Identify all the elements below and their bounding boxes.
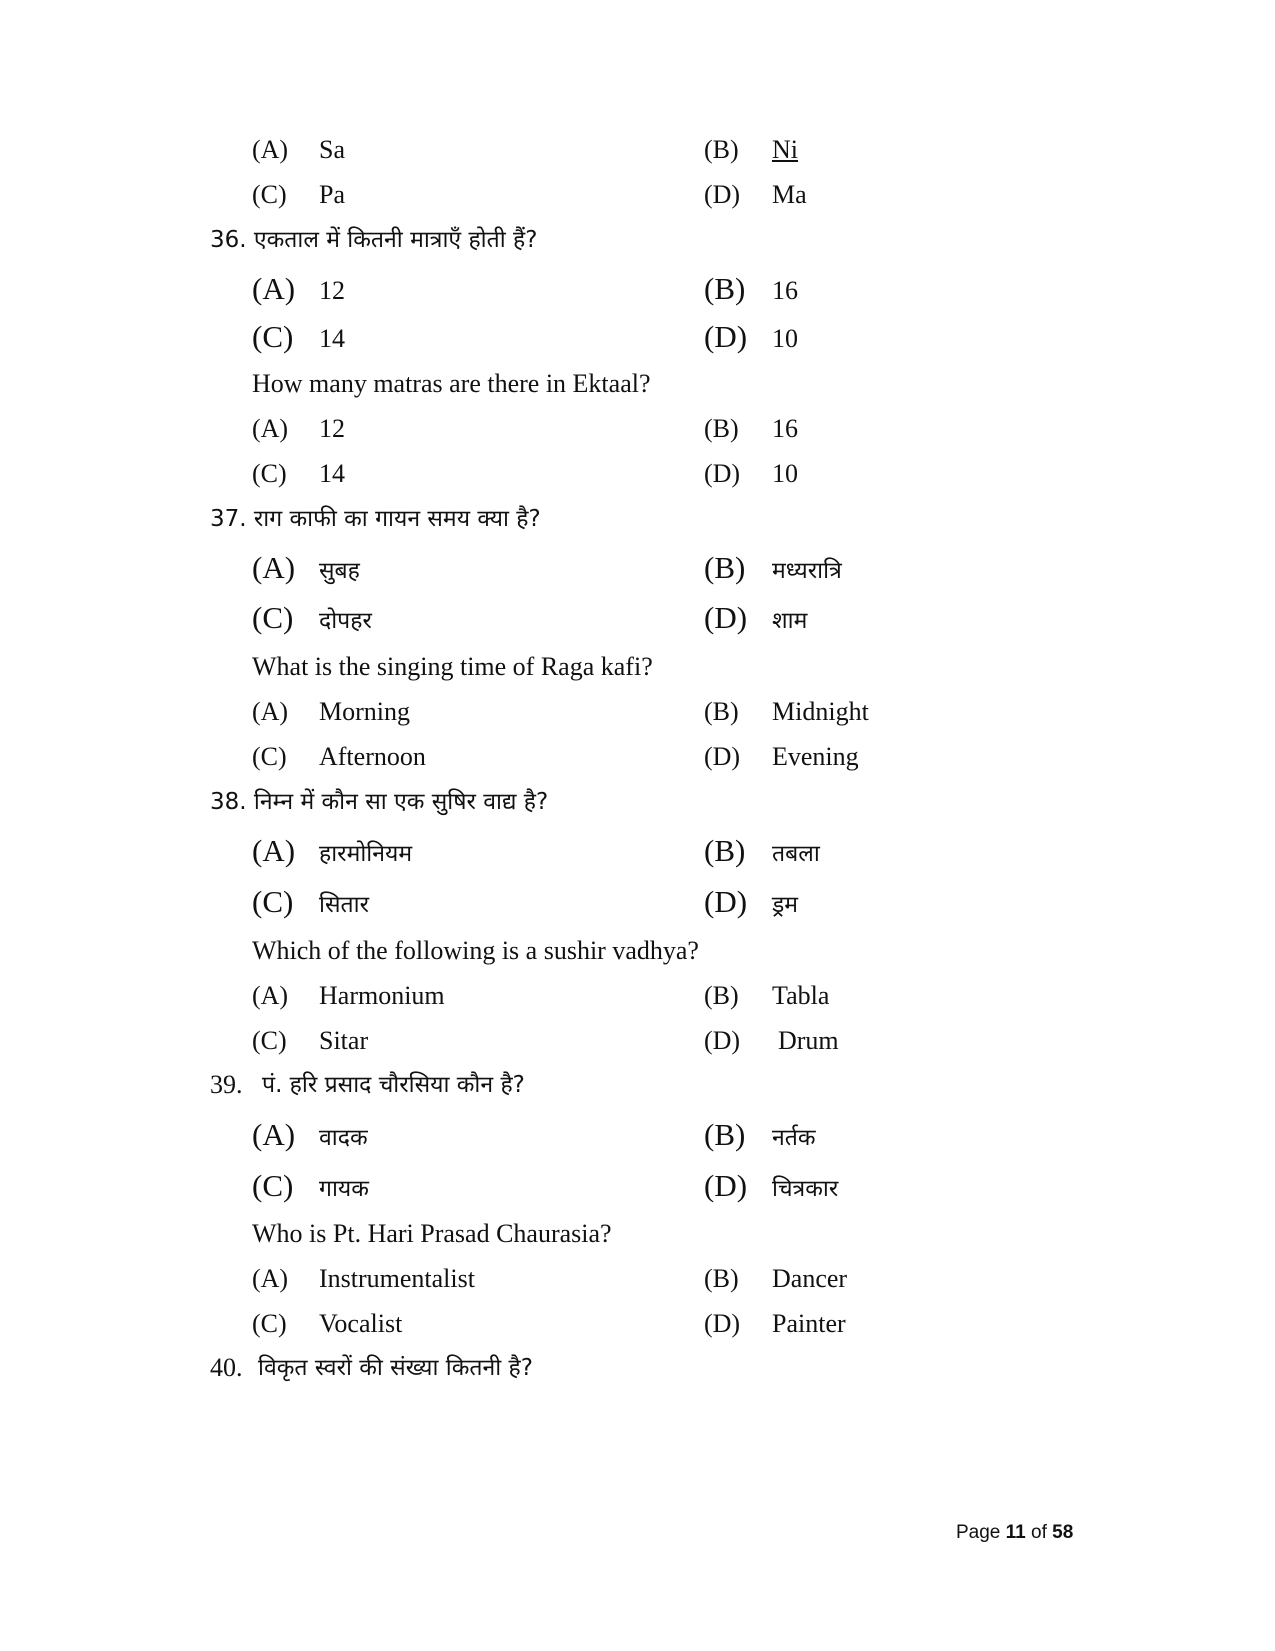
q40-question-hindi: विकृत स्वरों की संख्या कितनी है? (258, 1355, 533, 1381)
q38-en-option-b-label: (B) (704, 981, 739, 1010)
q36-en-option-b-label: (B) (704, 414, 739, 443)
q39-en-option-a-text: Instrumentalist (319, 1264, 475, 1293)
q37-en-option-d-label: (D) (704, 742, 741, 771)
q36-en-option-a-text: 12 (319, 414, 345, 443)
q37-hi-option-c-text: दोपहर (319, 608, 372, 634)
q36-hi-option-d-text: 10 (772, 324, 798, 353)
page-footer (956, 1521, 1073, 1545)
q37-hi-option-c-label: (C) (252, 600, 294, 635)
q37-en-option-a-text: Morning (319, 697, 410, 726)
q38-hi-option-a-text: हारमोनियम (319, 841, 413, 867)
q35-option-b-text: Ni (772, 135, 798, 164)
q38-hi-option-c-label: (C) (252, 884, 294, 919)
q35-option-d-text: Ma (772, 180, 807, 209)
q35-option-c-label: (C) (252, 180, 287, 209)
q39-hi-option-b-label: (B) (704, 1117, 746, 1152)
q36-en-option-b-text: 16 (772, 414, 798, 443)
q37-en-option-c-text: Afternoon (319, 742, 426, 771)
footer-prefix: Page (956, 1522, 1006, 1543)
q36-en-option-d-text: 10 (772, 459, 798, 488)
q36-en-option-c-label: (C) (252, 459, 287, 488)
q35-option-b-label: (B) (704, 135, 739, 164)
q38-en-option-d-text: Drum (778, 1026, 839, 1055)
q36-hi-option-c-text: 14 (319, 324, 345, 353)
q37-hi-option-a-text: सुबह (319, 558, 360, 584)
q38-hi-option-b-label: (B) (704, 833, 746, 868)
q39-hi-option-c-label: (C) (252, 1168, 294, 1203)
q36-question-english: How many matras are there in Ektaal? (252, 369, 651, 398)
q36-en-option-d-label: (D) (704, 459, 741, 488)
q39-hi-option-d-label: (D) (704, 1168, 748, 1203)
q39-en-option-c-label: (C) (252, 1309, 287, 1338)
q39-en-option-c-text: Vocalist (319, 1309, 403, 1338)
q38-hi-option-d-text: ड्रम (772, 892, 799, 918)
q38-en-option-b-text: Tabla (772, 981, 830, 1010)
q37-en-option-b-text: Midnight (772, 697, 869, 726)
q37-hindi-text: 37. राग काफी का गायन समय क्या है? (210, 506, 541, 532)
q38-en-option-c-text: Sitar (319, 1026, 369, 1055)
q38-question-hindi (210, 786, 548, 817)
q39-en-option-b-label: (B) (704, 1264, 739, 1293)
q37-en-option-c-label: (C) (252, 742, 287, 771)
q36-hindi-text: 36. एकताल में कितनी मात्राएँ होती हैं? (210, 227, 538, 253)
q36-hi-option-b-label: (B) (704, 271, 746, 306)
q38-en-option-d-label: (D) (704, 1026, 741, 1055)
q36-hi-option-a-text: 12 (319, 276, 345, 305)
q37-question-english: What is the singing time of Raga kafi? (252, 652, 653, 681)
q35-option-d-label: (D) (704, 180, 741, 209)
q38-hi-option-a-label: (A) (252, 833, 296, 868)
q37-en-option-a-label: (A) (252, 697, 289, 726)
q37-hi-option-d-text: शाम (772, 608, 808, 634)
q38-hi-option-b-text: तबला (772, 841, 820, 867)
q38-en-option-a-text: Harmonium (319, 981, 445, 1010)
q36-hi-option-a-label: (A) (252, 271, 296, 306)
q37-question-hindi (210, 503, 541, 534)
q38-hi-option-d-label: (D) (704, 884, 748, 919)
q36-hi-option-d-label: (D) (704, 319, 748, 354)
q40-number: 40. (210, 1353, 243, 1382)
q39-en-option-d-label: (D) (704, 1309, 741, 1338)
q35-option-a-text: Sa (319, 135, 345, 164)
q39-hi-option-b-text: नर्तक (772, 1125, 816, 1151)
q39-number: 39. (210, 1070, 243, 1099)
q36-en-option-c-text: 14 (319, 459, 345, 488)
q37-en-option-b-label: (B) (704, 697, 739, 726)
q39-hi-option-c-text: गायक (319, 1176, 369, 1202)
q35-option-c-text: Pa (319, 180, 345, 209)
q39-en-option-a-label: (A) (252, 1264, 289, 1293)
q38-question-english: Which of the following is a sushir vadhya? (252, 936, 699, 965)
footer-middle: of (1025, 1522, 1053, 1543)
q36-en-option-a-label: (A) (252, 414, 289, 443)
q39-hi-option-a-text: वादक (319, 1125, 368, 1151)
q37-en-option-d-text: Evening (772, 742, 859, 771)
q38-hindi-text: 38. निम्न में कौन सा एक सुषिर वाद्य है? (210, 789, 549, 815)
q37-hi-option-b-label: (B) (704, 550, 746, 585)
q39-en-option-d-text: Painter (772, 1309, 846, 1338)
q38-hi-option-c-text: सितार (319, 892, 369, 918)
q38-en-option-a-label: (A) (252, 981, 289, 1010)
q36-hi-option-b-text: 16 (772, 276, 798, 305)
q37-hi-option-d-label: (D) (704, 600, 748, 635)
q39-question-hindi: पं. हरि प्रसाद चौरसिया कौन है? (262, 1072, 525, 1098)
q35-option-a-label: (A) (252, 135, 289, 164)
q38-en-option-c-label: (C) (252, 1026, 287, 1055)
footer-total-pages: 58 (1052, 1522, 1074, 1543)
q39-hi-option-a-label: (A) (252, 1117, 296, 1152)
q37-hi-option-a-label: (A) (252, 550, 296, 585)
q36-hi-option-c-label: (C) (252, 319, 294, 354)
q39-hi-option-d-text: चित्रकार (772, 1176, 839, 1202)
q39-question-english: Who is Pt. Hari Prasad Chaurasia? (252, 1219, 612, 1248)
q37-hi-option-b-text: मध्यरात्रि (772, 558, 842, 584)
q36-question-hindi (210, 224, 537, 255)
q39-en-option-b-text: Dancer (772, 1264, 848, 1293)
footer-current-page: 11 (1005, 1522, 1026, 1543)
